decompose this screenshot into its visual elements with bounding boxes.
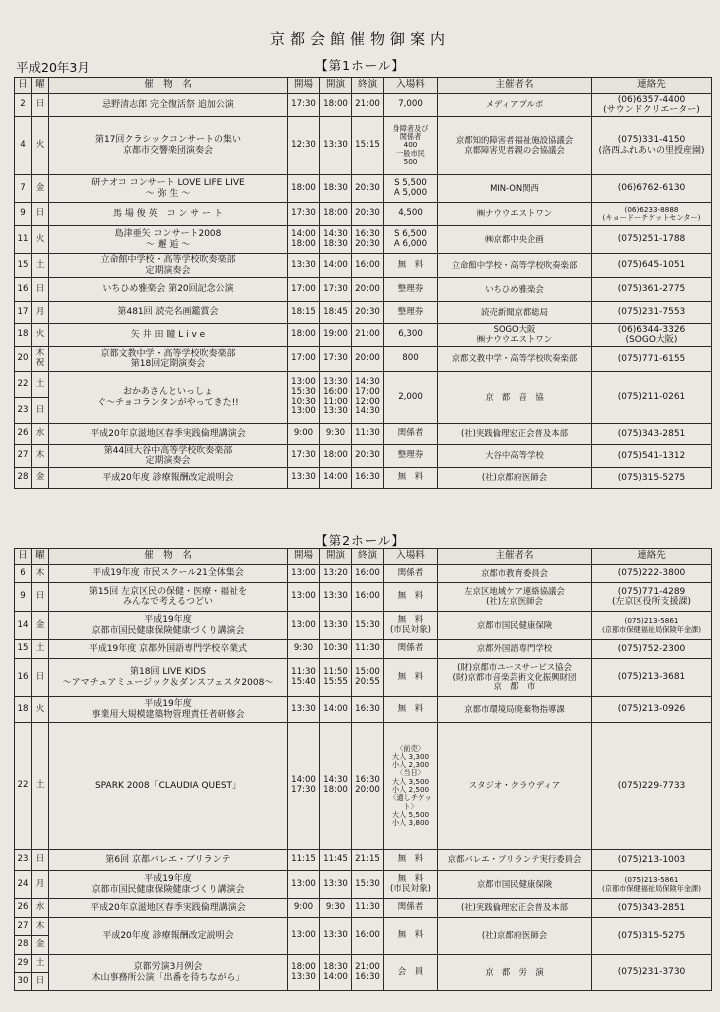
open-time: 9:30 [288, 640, 320, 659]
end-time: 16:00 [352, 565, 384, 583]
table-row [15, 424, 712, 445]
contact: (075)251-1788 [592, 226, 712, 254]
day-cell: 7 [15, 175, 32, 203]
start-time: 19:00 [320, 324, 352, 347]
column-header-event-cell: 催 物 名 [49, 78, 288, 94]
table-row [15, 254, 712, 278]
contact: (075)213-1003 [592, 850, 712, 871]
column-header-admission-fee: 入場料 [384, 549, 438, 565]
start-time: 18:00 [320, 94, 352, 117]
contact: (075)213-0926 [592, 697, 712, 723]
organizer: 京 都 音 協 [438, 372, 592, 424]
table-row [15, 697, 712, 723]
start-time: 11:45 [320, 850, 352, 871]
event-cell: 平成20年度 診療報酬改定説明会 [49, 468, 288, 489]
dow-cell: 金 [32, 468, 49, 489]
dow-cell: 火 [32, 697, 49, 723]
contact: (075)771-4289 (左京区役所支援課) [592, 583, 712, 612]
dow-cell: 木 [32, 918, 49, 936]
contact: (06)6233-8888 (キョードーチケットセンター) [592, 203, 712, 226]
day-cell: 15 [15, 254, 32, 278]
open-time: 11:30 15:40 [288, 659, 320, 697]
event-cell: 平成19年度 市民スクール21全体集会 [49, 565, 288, 583]
organizer: MIN-ON関西 [438, 175, 592, 203]
start-time: 11:50 15:55 [320, 659, 352, 697]
day-cell: 16 [15, 659, 32, 697]
organizer: 京都文教中学・高等学校吹奏楽部 [438, 347, 592, 372]
admission-fee: 無 料 [384, 850, 438, 871]
organizer: (社)京都府医師会 [438, 468, 592, 489]
event-cell: 平成19年度 京都外国語専門学校卒業式 [49, 640, 288, 659]
column-header-start-time: 開演 [320, 78, 352, 94]
start-time: 17:30 [320, 347, 352, 372]
contact: (075)331-4150 (洛西ふれあいの里授産園) [592, 117, 712, 175]
dow-cell: 火 [32, 226, 49, 254]
open-time: 13:00 [288, 918, 320, 955]
open-time: 9:00 [288, 899, 320, 918]
organizer: SOGO大阪 ㈱ナウウエストワン [438, 324, 592, 347]
dow-cell: 土 [32, 640, 49, 659]
admission-fee: 会 員 [384, 955, 438, 991]
contact: (06)6357-4400 (サウンドクリエーター) [592, 94, 712, 117]
dow-cell: 木 [32, 445, 49, 468]
day-cell: 30 [15, 973, 32, 991]
admission-fee: 無 料 [384, 583, 438, 612]
day-cell: 26 [15, 424, 32, 445]
column-header-start-time: 開演 [320, 549, 352, 565]
admission-fee: 無 料 [384, 697, 438, 723]
table-row [15, 347, 712, 372]
admission-fee: 無 料 [384, 468, 438, 489]
table-row [15, 659, 712, 697]
hall2-schedule-table [14, 548, 712, 991]
table-row [15, 583, 712, 612]
end-time: 21:00 16:30 [352, 955, 384, 991]
organizer: 京都外国語専門学校 [438, 640, 592, 659]
event-cell: 忌野清志郎 完全復活祭 追加公演 [49, 94, 288, 117]
start-time: 9:30 [320, 424, 352, 445]
organizer: 京都知的障害者福祉施設協議会 京都障害児者親の会協議会 [438, 117, 592, 175]
end-time: 16:00 [352, 583, 384, 612]
end-time: 20:30 [352, 445, 384, 468]
dow-cell: 日 [32, 583, 49, 612]
event-cell: 平成19年度 事業用大規模建築物管理責任者研修会 [49, 697, 288, 723]
end-time: 16:00 [352, 918, 384, 955]
day-cell: 27 [15, 445, 32, 468]
table-row [15, 372, 712, 398]
dow-cell: 月 [32, 871, 49, 899]
event-cell: SPARK 2008「CLAUDIA QUEST」 [49, 723, 288, 850]
contact: (06)6344-3326 (SOGO大阪) [592, 324, 712, 347]
table-row [15, 117, 712, 175]
end-time: 16:30 [352, 697, 384, 723]
end-time: 11:30 [352, 899, 384, 918]
end-time: 16:30 20:30 [352, 226, 384, 254]
admission-fee: 6,300 [384, 324, 438, 347]
dow-cell: 日 [32, 203, 49, 226]
event-cell: 平成19年度 京都市国民健康保険健康づくり講演会 [49, 612, 288, 640]
table-row [15, 278, 712, 302]
end-time: 20:00 [352, 278, 384, 302]
open-time: 13:00 [288, 565, 320, 583]
start-time: 14:00 [320, 254, 352, 278]
day-cell: 4 [15, 117, 32, 175]
start-time: 9:30 [320, 899, 352, 918]
end-time: 15:15 [352, 117, 384, 175]
end-time: 20:30 [352, 302, 384, 324]
event-cell: 第18回 LIVE KIDS ～アマチュアミュージック＆ダンスフェスタ2008～ [49, 659, 288, 697]
organizer: (財)京都市ユースサービス協会 (財)京都市音楽芸術文化振興財団 京 都 市 [438, 659, 592, 697]
start-time: 18:00 [320, 203, 352, 226]
organizer: ㈱京都中央企画 [438, 226, 592, 254]
organizer: 京都市環境局廃棄物指導課 [438, 697, 592, 723]
day-cell: 20 [15, 347, 32, 372]
admission-fee: 800 [384, 347, 438, 372]
organizer: ㈱ナウウエストワン [438, 203, 592, 226]
organizer: 京 都 労 演 [438, 955, 592, 991]
dow-cell: 土 [32, 372, 49, 398]
day-cell: 18 [15, 324, 32, 347]
organizer: いちひめ雅楽会 [438, 278, 592, 302]
contact: (075)771-6155 [592, 347, 712, 372]
day-cell: 9 [15, 583, 32, 612]
table-row [15, 175, 712, 203]
organizer: 京都市国民健康保険 [438, 871, 592, 899]
start-time: 18:45 [320, 302, 352, 324]
admission-fee: 関係者 [384, 424, 438, 445]
contact: (075)645-1051 [592, 254, 712, 278]
hall1-title: 【第1ホール】 [315, 58, 405, 73]
end-time: 16:00 [352, 254, 384, 278]
contact: (075)213-5861 (京都市保健福祉局保険年金課) [592, 612, 712, 640]
column-header-open-time: 開場 [288, 78, 320, 94]
table-row [15, 955, 712, 973]
end-time: 15:30 [352, 871, 384, 899]
open-time: 18:15 [288, 302, 320, 324]
day-cell: 22 [15, 372, 32, 398]
hall1-schedule-table [14, 77, 712, 489]
contact: (075)315-5275 [592, 468, 712, 489]
event-cell: 第44回大谷中高等学校吹奏楽部 定期演奏会 [49, 445, 288, 468]
open-time: 13:00 [288, 871, 320, 899]
open-time: 14:00 17:30 [288, 723, 320, 850]
table-row [15, 850, 712, 871]
table-row [15, 612, 712, 640]
dow-cell: 土 [32, 254, 49, 278]
event-cell: 矢 井 田 瞳 L i v e [49, 324, 288, 347]
admission-fee: 整理券 [384, 445, 438, 468]
event-cell: 平成20年度 診療報酬改定説明会 [49, 918, 288, 955]
event-cell: 島津亜矢 コンサート2008 ～ 邂 逅 ～ [49, 226, 288, 254]
contact: (075)343-2851 [592, 424, 712, 445]
organizer: 京都バレエ・ブリランテ実行委員会 [438, 850, 592, 871]
day-cell: 11 [15, 226, 32, 254]
contact: (075)211-0261 [592, 372, 712, 424]
end-time: 16:30 20:00 [352, 723, 384, 850]
event-cell: 第17回クラシックコンサートの集い 京都市交響楽団演奏会 [49, 117, 288, 175]
dow-cell: 金 [32, 936, 49, 955]
table-row [15, 302, 712, 324]
event-cell: 平成20年京滋地区春季実践倫理講演会 [49, 899, 288, 918]
start-time: 13:30 [320, 918, 352, 955]
open-time: 13:30 [288, 254, 320, 278]
day-cell: 17 [15, 302, 32, 324]
dow-cell: 木 祝 [32, 347, 49, 372]
dow-cell: 火 [32, 117, 49, 175]
dow-cell: 日 [32, 278, 49, 302]
contact: (075)541-1312 [592, 445, 712, 468]
hall1-header [15, 78, 712, 94]
open-time: 17:30 [288, 445, 320, 468]
table-row [15, 899, 712, 918]
event-cell: 第15回 左京区民の保健・医療・福祉を みんなで考えるつどい [49, 583, 288, 612]
contact: (075)231-7553 [592, 302, 712, 324]
day-cell: 29 [15, 955, 32, 973]
event-cell: 立命館中学校・高等学校吹奏楽部 定期演奏会 [49, 254, 288, 278]
page-title: 京都会館催物御案内 [269, 30, 450, 48]
open-time: 14:00 18:00 [288, 226, 320, 254]
start-time: 13:30 [320, 871, 352, 899]
table-row [15, 468, 712, 489]
end-time: 20:30 [352, 175, 384, 203]
start-time: 13:30 16:00 11:00 13:30 [320, 372, 352, 424]
open-time: 13:30 [288, 468, 320, 489]
open-time: 17:00 [288, 278, 320, 302]
table-row [15, 445, 712, 468]
column-header-dow-cell: 曜 [32, 78, 49, 94]
day-cell: 15 [15, 640, 32, 659]
column-header-contact: 連絡先 [592, 78, 712, 94]
open-time: 13:00 [288, 583, 320, 612]
organizer: 立命館中学校・高等学校吹奏楽部 [438, 254, 592, 278]
header-row [15, 78, 712, 94]
start-time: 18:30 14:00 [320, 955, 352, 991]
start-time: 18:00 [320, 445, 352, 468]
contact: (075)213-3681 [592, 659, 712, 697]
open-time: 12:30 [288, 117, 320, 175]
admission-fee: 身障者及び 関係者 400 一般市民 500 [384, 117, 438, 175]
admission-fee: S 6,500 A 6,000 [384, 226, 438, 254]
end-time: 21:15 [352, 850, 384, 871]
column-header-contact: 連絡先 [592, 549, 712, 565]
contact: (075)752-2300 [592, 640, 712, 659]
open-time: 17:00 [288, 347, 320, 372]
dow-cell: 月 [32, 302, 49, 324]
hall1-body [15, 94, 712, 489]
event-cell: 平成19年度 京都市国民健康保険健康づくり講演会 [49, 871, 288, 899]
column-header-event-cell: 催 物 名 [49, 549, 288, 565]
start-time: 10:30 [320, 640, 352, 659]
start-time: 13:30 [320, 583, 352, 612]
dow-cell: 日 [32, 398, 49, 424]
table-row [15, 871, 712, 899]
event-cell: 馬 場 俊 英 コ ン サ ー ト [49, 203, 288, 226]
open-time: 9:00 [288, 424, 320, 445]
organizer: (社)実践倫理宏正会普及本部 [438, 424, 592, 445]
organizer: 左京区地域ケア連絡協議会 (社)左京医師会 [438, 583, 592, 612]
end-time: 21:00 [352, 94, 384, 117]
table-row [15, 203, 712, 226]
column-header-organizer: 主催者名 [438, 549, 592, 565]
open-time: 18:00 13:30 [288, 955, 320, 991]
event-cell: 第481回 読売名画鑑賞会 [49, 302, 288, 324]
dow-cell: 火 [32, 324, 49, 347]
dow-cell: 日 [32, 94, 49, 117]
open-time: 11:15 [288, 850, 320, 871]
admission-fee: 関係者 [384, 640, 438, 659]
admission-fee: 7,000 [384, 94, 438, 117]
header-row [15, 549, 712, 565]
day-cell: 16 [15, 278, 32, 302]
open-time: 13:30 [288, 697, 320, 723]
organizer: 読売新聞京都総局 [438, 302, 592, 324]
table-row [15, 94, 712, 117]
organizer: 京都市国民健康保険 [438, 612, 592, 640]
admission-fee: S 5,500 A 5,000 [384, 175, 438, 203]
table-row [15, 324, 712, 347]
contact: (075)343-2851 [592, 899, 712, 918]
contact: (06)6762-6130 [592, 175, 712, 203]
open-time: 17:30 [288, 203, 320, 226]
contact: (075)213-5861 (京都市保健福祉局保険年金課) [592, 871, 712, 899]
hall2-title: 【第2ホール】 [315, 533, 405, 548]
start-time: 13:20 [320, 565, 352, 583]
column-header-end-time: 終演 [352, 78, 384, 94]
day-cell: 26 [15, 899, 32, 918]
contact: (075)315-5275 [592, 918, 712, 955]
organizer: スタジオ・クラウディア [438, 723, 592, 850]
day-cell: 23 [15, 850, 32, 871]
table-row [15, 565, 712, 583]
dow-cell: 日 [32, 850, 49, 871]
event-cell: 第6回 京都バレエ・ブリランテ [49, 850, 288, 871]
admission-fee: 無 料 (市民対象) [384, 871, 438, 899]
start-time: 14:30 18:00 [320, 723, 352, 850]
dow-cell: 水 [32, 424, 49, 445]
admission-fee: 4,500 [384, 203, 438, 226]
start-time: 14:30 18:30 [320, 226, 352, 254]
end-time: 16:30 [352, 468, 384, 489]
organizer: (社)実践倫理宏正会普及本部 [438, 899, 592, 918]
event-cell: 京都労演3月例会 木山事務所公演「出番を待ちながら」 [49, 955, 288, 991]
hall2-header [15, 549, 712, 565]
column-header-day-cell: 日 [15, 78, 32, 94]
day-cell: 28 [15, 936, 32, 955]
day-cell: 24 [15, 871, 32, 899]
admission-fee: 関係者 [384, 565, 438, 583]
admission-fee: 無 料 [384, 918, 438, 955]
end-time: 21:00 [352, 324, 384, 347]
dow-cell: 日 [32, 659, 49, 697]
start-time: 14:00 [320, 697, 352, 723]
organizer: 大谷中高等学校 [438, 445, 592, 468]
table-row [15, 640, 712, 659]
day-cell: 23 [15, 398, 32, 424]
dow-cell: 日 [32, 973, 49, 991]
contact: (075)231-3730 [592, 955, 712, 991]
column-header-organizer: 主催者名 [438, 78, 592, 94]
end-time: 20:00 [352, 347, 384, 372]
column-header-admission-fee: 入場料 [384, 78, 438, 94]
admission-fee: 〈前売〉 大人 3,300 小人 2,300 〈当日〉 大人 3,500 小人 2,500 〈通しチケット〉 大人 5,500 小人 3,800 [384, 723, 438, 850]
open-time: 18:00 [288, 324, 320, 347]
admission-fee: 2,000 [384, 372, 438, 424]
start-time: 13:30 [320, 612, 352, 640]
hall2-body [15, 565, 712, 991]
open-time: 13:00 15:30 10:30 13:00 [288, 372, 320, 424]
date-label: 平成20年3月 [16, 60, 90, 75]
contact: (075)229-7733 [592, 723, 712, 850]
dow-cell: 水 [32, 899, 49, 918]
open-time: 18:00 [288, 175, 320, 203]
dow-cell: 金 [32, 612, 49, 640]
column-header-day-cell: 日 [15, 549, 32, 565]
admission-fee: 無 料 [384, 659, 438, 697]
end-time: 11:30 [352, 424, 384, 445]
end-time: 11:30 [352, 640, 384, 659]
day-cell: 6 [15, 565, 32, 583]
day-cell: 22 [15, 723, 32, 850]
admission-fee: 関係者 [384, 899, 438, 918]
admission-fee: 無 料 (市民対象) [384, 612, 438, 640]
end-time: 15:00 20:55 [352, 659, 384, 697]
dow-cell: 木 [32, 565, 49, 583]
column-header-open-time: 開場 [288, 549, 320, 565]
admission-fee: 整理券 [384, 278, 438, 302]
column-header-dow-cell: 曜 [32, 549, 49, 565]
event-cell: おかあさんといっしょ ぐ～チョコランタンがやってきた!! [49, 372, 288, 424]
organizer: 京都市教育委員会 [438, 565, 592, 583]
open-time: 17:30 [288, 94, 320, 117]
start-time: 17:30 [320, 278, 352, 302]
event-cell: いちひめ雅楽会 第20回記念公演 [49, 278, 288, 302]
day-cell: 28 [15, 468, 32, 489]
contact: (075)361-2775 [592, 278, 712, 302]
table-row [15, 918, 712, 936]
day-cell: 9 [15, 203, 32, 226]
event-cell: 京都文教中学・高等学校吹奏楽部 第18回定期演奏会 [49, 347, 288, 372]
day-cell: 27 [15, 918, 32, 936]
table-row [15, 226, 712, 254]
day-cell: 2 [15, 94, 32, 117]
end-time: 14:30 17:00 12:00 14:30 [352, 372, 384, 424]
start-time: 18:30 [320, 175, 352, 203]
open-time: 13:00 [288, 612, 320, 640]
end-time: 20:30 [352, 203, 384, 226]
day-cell: 18 [15, 697, 32, 723]
event-cell: 研ナオコ コンサート LOVE LIFE LIVE ～ 弥 生 ～ [49, 175, 288, 203]
start-time: 14:00 [320, 468, 352, 489]
organizer: メディアプルポ [438, 94, 592, 117]
end-time: 15:30 [352, 612, 384, 640]
day-cell: 14 [15, 612, 32, 640]
column-header-end-time: 終演 [352, 549, 384, 565]
start-time: 13:30 [320, 117, 352, 175]
admission-fee: 無 料 [384, 254, 438, 278]
contact: (075)222-3800 [592, 565, 712, 583]
dow-cell: 土 [32, 723, 49, 850]
dow-cell: 土 [32, 955, 49, 973]
event-cell: 平成20年京滋地区春季実践倫理講演会 [49, 424, 288, 445]
organizer: (社)京都府医師会 [438, 918, 592, 955]
table-row [15, 723, 712, 850]
dow-cell: 金 [32, 175, 49, 203]
admission-fee: 整理券 [384, 302, 438, 324]
